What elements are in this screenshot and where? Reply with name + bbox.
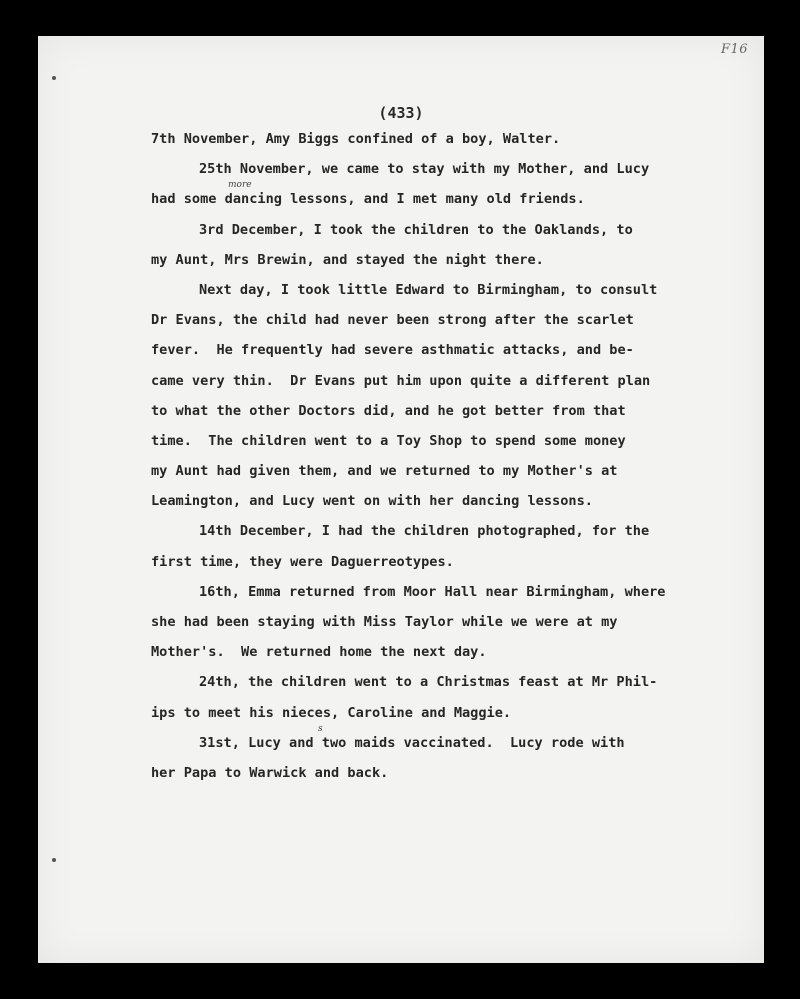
text-line: had some dancing lessons, and I met many old friends.: [151, 191, 585, 208]
punch-mark-bottom: [52, 858, 56, 862]
text-line: ips to meet his nieces, Caroline and Maggie.: [151, 704, 512, 721]
text-line: my Aunt had given them, and we returned to my Mother's at: [151, 463, 618, 480]
text-line: 16th, Emma returned from Moor Hall near Birmingham, where: [199, 583, 666, 600]
text-line: fever. He frequently had severe asthmatic attacks, and be-: [151, 342, 634, 359]
handwritten-insertion-s: s: [318, 724, 323, 734]
text-line: 3rd December, I took the children to the Oaklands, to: [199, 221, 633, 238]
text-line: Leamington, and Lucy went on with her dancing lessons.: [151, 493, 593, 510]
text-line: she had been staying with Miss Taylor while we were at my: [151, 614, 618, 630]
text-line: first time, they were Daguerreotypes.: [151, 553, 454, 570]
text-line: Next day, I took little Edward to Birmingham, to consult: [199, 281, 658, 298]
text-line: her Papa to Warwick and back.: [151, 764, 389, 781]
punch-mark-top: [52, 76, 56, 80]
handwritten-insertion-more: more: [228, 180, 252, 190]
text-line: 24th, the children went to a Christmas feast at Mr Phil-: [199, 674, 658, 691]
text-line: came very thin. Dr Evans put him upon quite a different plan: [151, 372, 651, 389]
page-number: (433): [378, 104, 424, 122]
text-line: 25th November, we came to stay with my Mother, and Lucy: [199, 161, 650, 178]
text-line: 31st, Lucy and two maids vaccinated. Lucy rode with: [199, 734, 625, 751]
text-line: to what the other Doctors did, and he got better from that: [151, 402, 626, 419]
text-line: time. The children went to a Toy Shop to spend some money: [151, 432, 626, 449]
text-line: Mother's. We returned home the next day.: [151, 644, 487, 661]
archive-reference-mark: F16: [720, 42, 748, 57]
text-line: 7th November, Amy Biggs confined of a boy, Walter.: [151, 131, 561, 147]
text-line: Dr Evans, the child had never been strong after the scarlet: [151, 312, 634, 329]
text-line: 14th December, I had the children photographed, for the: [199, 523, 650, 540]
text-line: my Aunt, Mrs Brewin, and stayed the night there.: [151, 251, 544, 268]
body-text: [151, 124, 721, 788]
